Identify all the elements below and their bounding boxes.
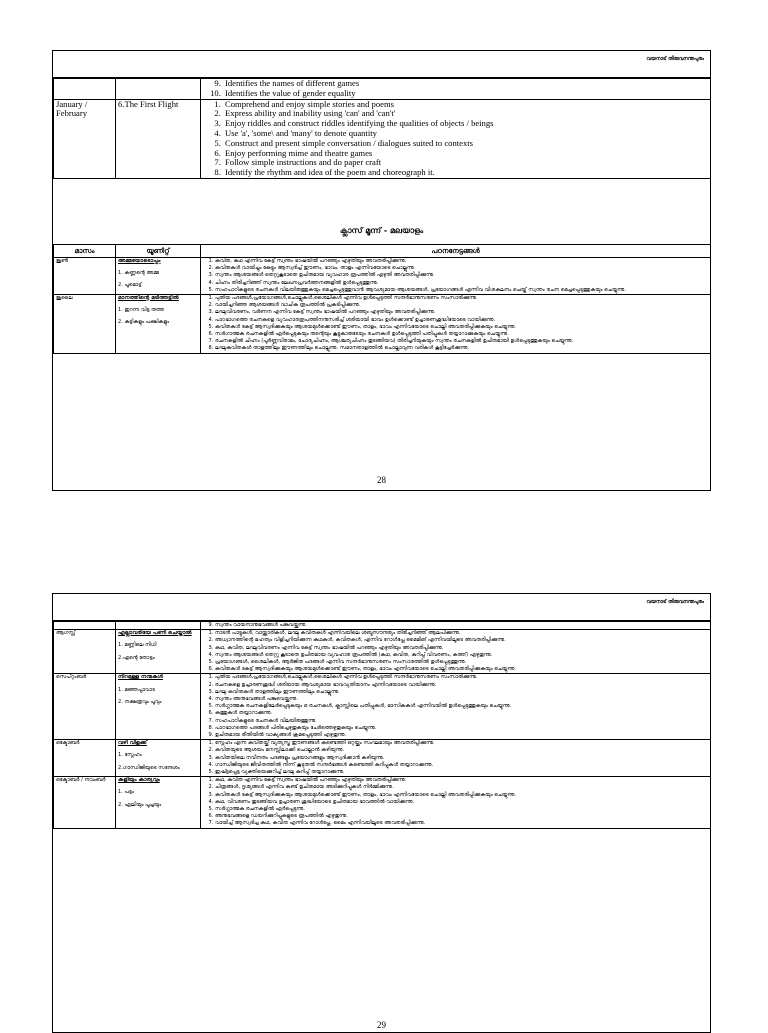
outcome-item: 6. കവിതകൾ കേട്ട് ആസ്വദിക്കുകയും ആശയമുൾക്കൊണ്ട് ഈണം, താളം, ഭാവം എന്നിവയോടെ ചൊല്ലി അവതരിപ്പിക്കുകയും ചെയ്യുന്നു. [215,666,708,673]
outcomes-cell [201,630,711,674]
outcomes-cell [201,777,711,828]
outcome-item: 2. രചനകളെ ഉച്ചാരണശുദ്ധി ശരിയായ ആവശ്യമായ ഭാവവ്യതിയാനം എന്നിവയോടെ വായിക്കുന്നു. [215,682,708,689]
outcomes-cell [201,674,711,740]
table-row [54,622,711,630]
page-header: വയനാട് തിരുവനന്തപുരം [646,56,704,62]
outcome-item: 3. കവിതയിലെ നവീനതം പദങ്ങളും പ്രയോഗങ്ങളും ആസ്വദിക്കാൻ കഴിയുന്നു. [215,755,708,762]
outcome-item: 2. അധ്വാനത്തിന്റെ മഹത്വം വിളിച്ചറിയിക്കുന്ന കഥകൾ, കവിതകൾ, എന്നിവ റോൾപ്ലേ മൈമിങ് എന്നിവയിലൂടെ അവതരിപ്പിക്കുന്നു. [215,637,708,644]
outcome-item: 7. രചനകളിൽ ചിഹ്നം (പൂർണ്ണവിരാമം, ചോദ്യചിഹ്നം, ആശ്ചര്യചിഹ്നം തുടങ്ങിയവ) തിരിച്ചറിയുകയും സ്വന്തം രചനകളിൽ ഉചിതമായി ഉൾപ്പെടുത്തുകയും ചെയ്യുന്നു. [215,338,708,345]
subunit-label: 1. പട്ടം [118,789,134,796]
outcome-item: 6. Enjoy performing mime and theatre games [223,149,708,159]
column-header-unit: യൂണിറ്റ് [116,245,201,258]
outcome-item: 8. Identify the rhythm and idea of the poem and choreograph it. [223,168,708,178]
month-cell: ജൂൺ [54,258,116,295]
outcome-item: 4. സ്വന്തം അനുഭവങ്ങൾ പങ്കുവെയ്ക്കുന്നു. [215,696,708,703]
outcome-item: 1. സ്നേഹം എന്ന കവിതയ്ക്ക് വ്യത്യസ്ത ഈണങ്ങൾ കണ്ടെത്തി ഒറ്റയ്ക്കും സംഘമായും അവതരിപ്പിക്കുന്നു. [215,740,708,747]
outcomes-list [203,258,708,294]
outcomes-cell [201,622,711,630]
outcome-item: 4. Use 'a', 'some\ and 'many' to denote quantity [223,129,708,139]
outcomes-cell [201,79,711,100]
unit-title: വഴി വിളക്ക് [118,740,147,747]
outcome-item: 9. ഉചിതമായ രീതിയിൽ വാക്യങ്ങൾ ക്രമപ്പെടുത്തി എഴുതുന്നു. [215,732,708,739]
outcome-item: 2. കവിതകൾ വായിച്ചും കേട്ടും ആസ്വദിച്ച് ഈണം, ഭാവം, താളം എന്നിവയോടെ ചൊല്ലുന്നു. [215,265,708,272]
outcomes-cell [201,740,711,777]
unit-cell: 6.The First Flight [116,99,201,178]
outcome-item: 4. ചിഹ്നം തിരിച്ചറിഞ്ഞ് സ്വന്തം ലേഖനപ്രവർത്തനങ്ങളിൽ ഉൾപ്പെടുത്തുന്നു. [215,280,708,287]
month-cell: January / February [54,99,116,178]
outcomes-cell [201,258,711,295]
outcome-item: 3. Enjoy riddles and construct riddles identifying the qualities of objects / beings [223,119,708,129]
table-row [54,740,711,777]
outcome-item: 9. Identifies the names of different games [223,79,708,89]
outcome-item: 5. Construct and present simple conversation / dialogues suited to contexts [223,139,708,149]
subunit-label: 2.എന്റെ തോട്ടം [118,654,155,661]
unit-cell [116,740,201,777]
outcome-item: 8. പാഠഭാഗത്തെ പദങ്ങൾ പിരിച്ചെഴുതുകയും ചേർത്തെഴുതുകയും ചെയ്യുന്നു. [215,725,708,732]
outcome-item: 4. ഗാന്ധിജിയുടെ ജീവിതത്തിൽ നിന്ന് കൂടുതൽ സന്ദർഭങ്ങൾ കണ്ടെത്തി കുറിപ്പുകൾ തയ്യാറാക്കുന്നു. [215,762,708,769]
outcome-item: 9. സ്വന്തം വായനാനുഭവങ്ങൾ പങ്കുവയ്ക്കുന്നു. [215,622,708,629]
outcomes-list [203,740,708,776]
outcome-item: 2. വായിച്ചറിഞ്ഞ ആശയങ്ങൾ വാചിക രൂപത്തിൽ പ്രകടിപ്പിക്കുന്നു. [215,302,708,309]
outcome-item: 2. കവിതയുടെ ആശയം മനസ്സിലാക്കി ചൊല്ലാൻ കഴിയുന്നു. [215,747,708,754]
month-cell: ഒക്ടോബർ [54,740,116,777]
month-cell [54,79,116,100]
table-row [54,630,711,674]
outcome-item: 7. സഹപാഠികളുടെ രചനകൾ വിലയിരുത്തുന്നു. [215,718,708,725]
outcome-item: 5. കവിതകൾ കേട്ട് ആസ്വദിക്കുകയും ആശയമുൾക്കൊണ്ട് ഈണം, താളം, ഭാവം എന്നിവയോടെ ചൊല്ലി അവതരിപ്പിക്കുകയും ചെയ്യുന്നു. [215,324,708,331]
table-header-row [54,245,711,258]
subunit-label: 1. കണ്ണന്റെ അമ്മ [118,270,159,277]
unit-title: നിറമുള്ള നന്മകൾ [118,674,163,681]
unit-title: അമ്മയോടൊപ്പം [118,258,161,264]
table-row [54,295,711,354]
outcome-item: 3. കഥ, കവിത, ലഘുവിവരണം എന്നിവ കേട്ട് സ്വന്തം ഭാഷയിൽ പറഞ്ഞും എഴുതിയും അവതരിപ്പിക്കുന്നു. [215,645,708,652]
outcome-item: 6. അനുഭവങ്ങളെ ഡയറിക്കുറിപ്പുകളുടെ രൂപത്തിൽ എഴുതുന്നു. [215,813,708,820]
malayalam-outcomes-table [53,244,711,354]
outcome-item: 5. സർഗ്ഗാത്മക രചനകളിൽ ഏർപ്പെടുന്നു. [215,806,708,813]
document-page-29 [52,593,711,1033]
section-title: ക്ലാസ് മൂന്ന് - മലയാളം [339,226,424,235]
english-outcomes-table [53,78,711,179]
unit-title: എല്ലാവരിയേ പണി ചെയ്താൽ [118,630,192,637]
outcome-item: 4. സ്വന്തം ആശയങ്ങൾ തെറ്റു കൂടാതെ ഉചിതമായ വ്യവഹാര രൂപത്തിൽ (കഥ, കവിത, കുറിപ്പ് വിവരണം, കത്ത്) എഴുതുന്നു. [215,652,708,659]
unit-cell [116,258,201,295]
column-header-month: മാസം [54,245,116,258]
outcomes-cell [201,295,711,354]
subunit-label: 2. കുട്ടികളും പക്ഷികളും [118,319,170,326]
outcome-item: 4. പാഠഭാഗത്തെ രചനകളെ വ്യവഹാരരൂപത്തിനനുസരിച്ച് ശരിയായി ഭാവം ഉൾക്കൊണ്ട് ഉച്ചാരണശുദ്ധിയോടെ വായിക്കുന്നു. [215,317,708,324]
unit-title: കളിയും കാര്യവും [118,777,160,784]
outcome-item: 8. ലഘുകവിതകൾ താളത്തിലും ഈണത്തിലും ചൊല്ലുന്നു. സമാനതാളത്തിൽ ചൊല്ലാവുന്ന വരികൾ കൂട്ടിച്ചേർക്കുന്നു. [215,345,708,352]
unit-title: മാനത്തിന്റെ മടിത്തട്ടിൽ [118,295,179,302]
outcome-item: 3. സ്വന്തം ആശയങ്ങൾ തെറ്റുകൂടാതെ ഉചിതമായ വ്യവഹാര രൂപത്തിൽ എഴുതി അവതരിപ്പിക്കുന്നു. [215,272,708,279]
table-row [54,99,711,178]
outcome-item: 5. സഹപാഠികളുടെ രചനകൾ വിലയിരുത്തുകയും മെച്ചപ്പെടുത്തുവാൻ ആവശ്യമായ ആശയങ്ങൾ, പ്രയോഗങ്ങൾ എന്നിവ വിശകലനം ചെയ്ത് സ്വന്തം രചന മെച്ചപ്പെടുത്തുകയും ചെയ്യുന്നു. [215,287,708,294]
outcome-item: 7. വായിച്ച് ആസ്വദിച്ച കഥ, കവിത എന്നിവ റോൾപ്ലേ, മൈം എന്നിവയിലൂടെ അവതരിപ്പിക്കുന്നു. [215,820,708,827]
outcome-item: 1. പുതിയ പദങ്ങൾ,പ്രയോഗങ്ങൾ,ചൊല്ലുകൾ,ശൈലികൾ എന്നിവ ഉൾപ്പെടുത്തി സന്ദർഭാനുസരണം സംസാരിക്കുന്നു. [215,674,708,681]
outcome-item: 7. Follow simple instructions and do paper craft [223,158,708,168]
outcome-item: 5. ഇഷ്ട്ടപ്പെട്ട വ്യക്തിയെക്കുറിച്ച് ലഘു കുറിപ്പ് തയ്യാറാക്കുന്നു. [215,769,708,776]
outcome-item: 1. കഥ, കവിത എന്നിവ കേട്ട് സ്വന്തം ഭാഷയിൽ പറഞ്ഞും എഴുതിയും അവതരിപ്പിക്കുന്നു. [215,777,708,784]
subunit-label: 1. ഇറന്ന വിട്ട തത്ത [118,307,165,314]
outcomes-list [203,630,708,673]
outcome-item: 6. സർഗാത്മക രചനകളിൽ ഏർപ്പെടുകയും തന്റെയും കൂട്ടുകാരുടേയും രചനകൾ ഉൾപ്പെടുത്തി പതിപ്പുകൾ തയ്യാറാക്കുകയും ചെയ്യുന്നു. [215,331,708,338]
subunit-label: 2.ഗാന്ധിജിയുടെ സന്ദേശം [118,764,180,771]
month-cell: ജൂലൈ [54,295,116,354]
subunit-label: 2. നക്ഷത്രവും പൂവും [118,698,162,705]
outcomes-list [203,295,708,353]
malayalam-outcomes-table [53,621,711,829]
subunit-label: 1. മഞ്ഞപ്പാവാട [118,686,155,693]
unit-cell [116,295,201,354]
outcomes-list [203,79,708,99]
table-row [54,258,711,295]
unit-cell [116,630,201,674]
unit-cell [116,79,201,100]
outcome-item: 3. ലഘുവിവരണം, വർണന എന്നിവ കേട്ട് സ്വന്തം ഭാഷയിൽ പറഞ്ഞും എഴുതിയും അവതരിപ്പിക്കുന്നു. [215,309,708,316]
outcome-item: 1. നാടൻ പാട്ടുകൾ, വായ്ത്താരികൾ, ലഘു കവിതകൾ എന്നിവയിലെ ശബ്ദസൗന്ദര്യം തിരിച്ചറിഞ്ഞ് ആലപിക്കുന്നു. [215,630,708,637]
month-cell: സെപ്റ്റംബർ [54,674,116,740]
subunit-label: 2. ഏലിയും പൂച്ചയും [118,801,162,808]
subunit-label: 2. പൂമൊട്ട് [118,282,142,289]
table-row [54,79,711,100]
outcome-item: 5. സർഗ്ഗാത്മക രചനകളിലേർപ്പെടുകയും ഒ രചനകൾ, ക്ലാസ്സിലെ പതിപ്പുകൾ, മാസികകൾ എന്നിവയിൽ ഉൾപ്പെടുത്തുകയും ചെയ്യുന്നു. [215,703,708,710]
outcome-item: 1. Comprehend and enjoy simple stories and poems [223,100,708,110]
outcome-item: 2. ചിത്രങ്ങൾ, ദൃശ്യങ്ങൾ എന്നിവ കണ്ട് ഉചിതമായ അടിക്കുറിപ്പുകൾ നിർമ്മിക്കുന്നു. [215,784,708,791]
month-cell [54,622,116,630]
outcome-item: 4. കഥ, വിവരണം തുടങ്ങിയവ ഉച്ചാരണ ശുദ്ധിയോടെ ഉചിതമായ ഭാവത്തിൽ വായിക്കുന്നു. [215,799,708,806]
month-cell: ഒക്ടോബർ / നവംബർ [54,777,116,828]
unit-cell [116,777,201,828]
outcome-item: 3. കവിതകൾ കേട്ട് ആസ്വദിക്കുകയും ആശയമുൾക്കൊണ്ട് ഈണം, താളം, ഭാവം എന്നിവയോടെ ചൊല്ലി അവതരിപ്പിക്കുകയും ചെയ്യുന്നു. [215,792,708,799]
table-row [54,674,711,740]
month-cell: ആഗസ്റ്റ് [54,630,116,674]
outcome-item: 2. Express ability and inability using 'can' and 'can't' [223,109,708,119]
unit-cell [116,674,201,740]
outcomes-list [203,622,708,629]
subunit-label: 1. സ്നേഹം [118,752,142,759]
outcome-item: 1. കവിത, കഥ എന്നിവ കേട്ട് സ്വന്തം ഭാഷയിൽ പറഞ്ഞും എഴുതിയും അവതരിപ്പിക്കുന്നു. [215,258,708,265]
outcomes-list [203,777,708,827]
document-page-28 [52,50,711,491]
outcome-item: 3. ലഘു കവിതകൾ താളത്തിലും ഈണത്തിലും ചൊല്ലുന്നു. [215,689,708,696]
unit-cell [116,622,201,630]
outcomes-cell [201,99,711,178]
subunit-label: 1. മണ്ണിലെ നിധി [118,642,157,649]
page-number: 29 [377,1020,386,1030]
outcome-item: 10. Identifies the value of gender equality [223,89,708,99]
outcome-item: 1. പുതിയ പദങ്ങൾ,പ്രയോഗങ്ങൾ,ചൊല്ലുകൾ,ശൈലികൾ എന്നിവ ഉൾപ്പെടുത്തി സന്ദർഭാനുസരണം സംസാരിക്കുന്നു. [215,295,708,302]
outcome-item: 6. കത്തുകൾ തയ്യാറാക്കുന്നു. [215,710,708,717]
page-number: 28 [377,475,386,485]
outcomes-list [203,100,708,178]
page-header: വയനാട് തിരുവനന്തപുരം [646,599,704,605]
outcomes-list [203,674,708,739]
table-row [54,777,711,828]
column-header-outcomes: പഠനനേട്ടങ്ങൾ [201,245,711,258]
outcome-item: 5. പ്രയോഗങ്ങൾ, ശൈലികൾ, ആർജിത പദങ്ങൾ എന്നിവ സന്ദർഭാനുസരണം സംസാരത്തിൽ ഉൾപ്പെടുത്തുന്നു. [215,659,708,666]
